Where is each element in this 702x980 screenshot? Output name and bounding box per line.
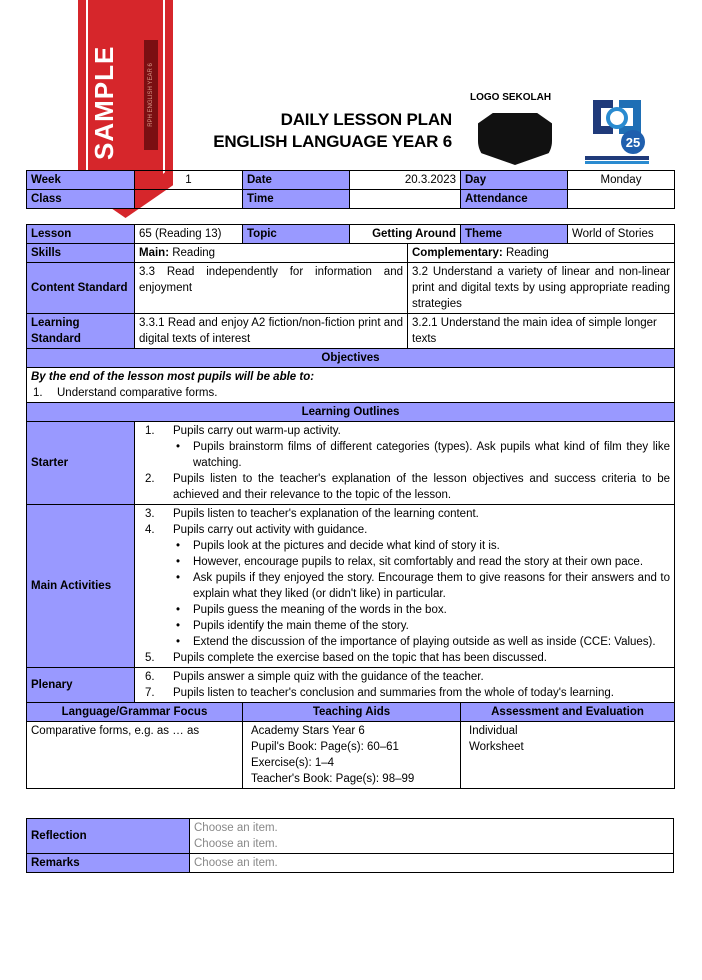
sample-watermark-subtext: RPH ENGLISH YEAR 6 (144, 40, 158, 150)
objectives-body (27, 368, 675, 403)
reflection-choice-1[interactable]: Choose an item. (194, 822, 278, 834)
date-label: Date (243, 171, 350, 190)
item-text: However, encourage pupils to relax, sit comfortably and read the story at their own pace. (193, 556, 644, 568)
numbered-item (139, 506, 670, 522)
page-title: DAILY LESSON PLAN (280, 110, 452, 129)
lesson-table (26, 224, 675, 789)
learning-standard-main: 3.3.1 Read and enjoy A2 fiction/non-fiction print and digital texts of interest (135, 314, 408, 349)
teaching-aid-item: Pupil's Book: Page(s): 60–61 (251, 741, 399, 753)
school-logo-placeholder (478, 113, 552, 165)
teaching-aid-item: Academy Stars Year 6 (251, 725, 365, 737)
ministry-logo-icon (583, 94, 651, 166)
day-label: Day (461, 171, 568, 190)
language-focus-label: Language/Grammar Focus (27, 703, 243, 722)
page-subtitle: ENGLISH LANGUAGE YEAR 6 (213, 132, 452, 151)
skills-complementary: Complementary: Reading (408, 244, 675, 263)
time-label: Time (243, 190, 350, 209)
bullet-item (139, 602, 670, 618)
skills-main: Main: Reading (135, 244, 408, 263)
week-value: 1 (135, 171, 243, 190)
bullet-item (139, 554, 670, 570)
item-text: Pupils complete the exercise based on the topic that has been discussed. (173, 652, 547, 664)
plenary-label: Plenary (27, 668, 135, 703)
numbered-item (31, 385, 670, 401)
numbered-item (139, 423, 670, 439)
teaching-aid-item: Teacher's Book: Page(s): 98–99 (251, 773, 415, 785)
item-text: Extend the discussion of the importance of playing outside as well as inside (CCE: Values). (193, 636, 656, 648)
main-activities-label: Main Activities (27, 505, 135, 668)
teaching-aid-item: Exercise(s): 1–4 (251, 757, 335, 769)
assessment-item: Worksheet (469, 741, 524, 753)
item-number: 6. (145, 671, 155, 683)
content-standard-main: 3.3 Read independently for information and enjoyment (135, 263, 408, 314)
item-number: 1. (145, 425, 155, 437)
info-table (26, 170, 675, 209)
learning-standard-label: Learning Standard (27, 314, 135, 349)
numbered-item (139, 522, 670, 538)
bullet-marker: • (175, 572, 181, 584)
objectives-heading: Objectives (27, 349, 675, 368)
item-text: Pupils carry out activity with guidance. (173, 524, 368, 536)
item-text: Pupils brainstorm films of different categories (types). Ask pupils what kind of film they like watching. (193, 441, 670, 469)
item-text: Pupils listen to teacher's conclusion and summaries from the whole of today's learning. (173, 687, 614, 699)
learning-standard-complementary: 3.2.1 Understand the main idea of simple longer texts (408, 314, 675, 349)
date-value: 20.3.2023 (350, 171, 461, 190)
time-value (350, 190, 461, 209)
content-standard-complementary: 3.2 Understand a variety of linear and non-linear print and digital texts by using appropriate reading strategies (408, 263, 675, 314)
svg-text:25: 25 (625, 135, 641, 150)
item-text: Pupils guess the meaning of the words in the box. (193, 604, 447, 616)
logo-label: LOGO SEKOLAH (470, 92, 552, 103)
numbered-item (139, 650, 670, 666)
lesson-label: Lesson (27, 225, 135, 244)
theme-label: Theme (461, 225, 568, 244)
bullet-marker: • (175, 604, 181, 616)
bullet-marker: • (175, 620, 181, 632)
attendance-label: Attendance (461, 190, 568, 209)
bullet-item (139, 538, 670, 554)
item-number: 4. (145, 524, 155, 536)
topic-label: Topic (243, 225, 350, 244)
item-text: Understand comparative forms. (57, 387, 218, 399)
reflection-label: Reflection (27, 819, 190, 854)
item-number: 5. (145, 652, 155, 664)
topic-value: Getting Around (350, 225, 461, 244)
reflection-table (26, 818, 674, 873)
main-activities-list (135, 505, 675, 668)
item-text: Ask pupils if they enjoyed the story. Encourage them to give reasons for their answers and to explain what they liked (or didn't like) in particular. (193, 572, 670, 600)
item-number: 1. (33, 387, 43, 399)
item-number: 3. (145, 508, 155, 520)
item-text: Pupils answer a simple quiz with the guidance of the teacher. (173, 671, 484, 683)
item-text: Pupils carry out warm-up activity. (173, 425, 341, 437)
item-text: Pupils listen to teacher's explanation of the learning content. (173, 508, 479, 520)
teaching-aids-label: Teaching Aids (243, 703, 461, 722)
plenary-list (135, 668, 675, 703)
reflection-choice-2[interactable]: Choose an item. (194, 838, 278, 850)
attendance-value (568, 190, 675, 209)
item-number: 2. (145, 473, 155, 485)
day-value: Monday (568, 171, 675, 190)
item-text: Pupils look at the pictures and decide what kind of story it is. (193, 540, 500, 552)
skills-label: Skills (27, 244, 135, 263)
sample-watermark-text: SAMPLE (89, 45, 119, 160)
theme-value: World of Stories (568, 225, 675, 244)
objectives-intro: By the end of the lesson most pupils will be able to: (31, 371, 315, 383)
remarks-choice[interactable]: Choose an item. (190, 854, 674, 873)
objectives-list (31, 385, 670, 401)
class-value (135, 190, 243, 209)
language-focus-value: Comparative forms, e.g. as … as (27, 722, 243, 789)
numbered-item (139, 471, 670, 503)
learning-outlines-heading: Learning Outlines (27, 403, 675, 422)
numbered-item (139, 669, 670, 685)
bullet-item (139, 439, 670, 471)
teaching-aids-list (243, 722, 461, 789)
starter-list (135, 422, 675, 505)
numbered-item (139, 685, 670, 701)
class-label: Class (27, 190, 135, 209)
content-standard-label: Content Standard (27, 263, 135, 314)
reflection-dropdowns (190, 819, 674, 854)
item-text: Pupils identify the main theme of the story. (193, 620, 409, 632)
bullet-marker: • (175, 540, 181, 552)
item-text: Pupils listen to the teacher's explanation of the lesson objectives and success criteria to be achieved and their relevance to the topic of the lesson. (173, 473, 670, 501)
bullet-marker: • (175, 636, 181, 648)
lesson-value: 65 (Reading 13) (135, 225, 243, 244)
assessment-list (461, 722, 675, 789)
remarks-label: Remarks (27, 854, 190, 873)
assessment-item: Individual (469, 725, 518, 737)
starter-label: Starter (27, 422, 135, 505)
bullet-item (139, 618, 670, 634)
assessment-label: Assessment and Evaluation (461, 703, 675, 722)
week-label: Week (27, 171, 135, 190)
bullet-marker: • (175, 441, 181, 453)
bullet-marker: • (175, 556, 181, 568)
item-number: 7. (145, 687, 155, 699)
bullet-item (139, 570, 670, 602)
bullet-item (139, 634, 670, 650)
